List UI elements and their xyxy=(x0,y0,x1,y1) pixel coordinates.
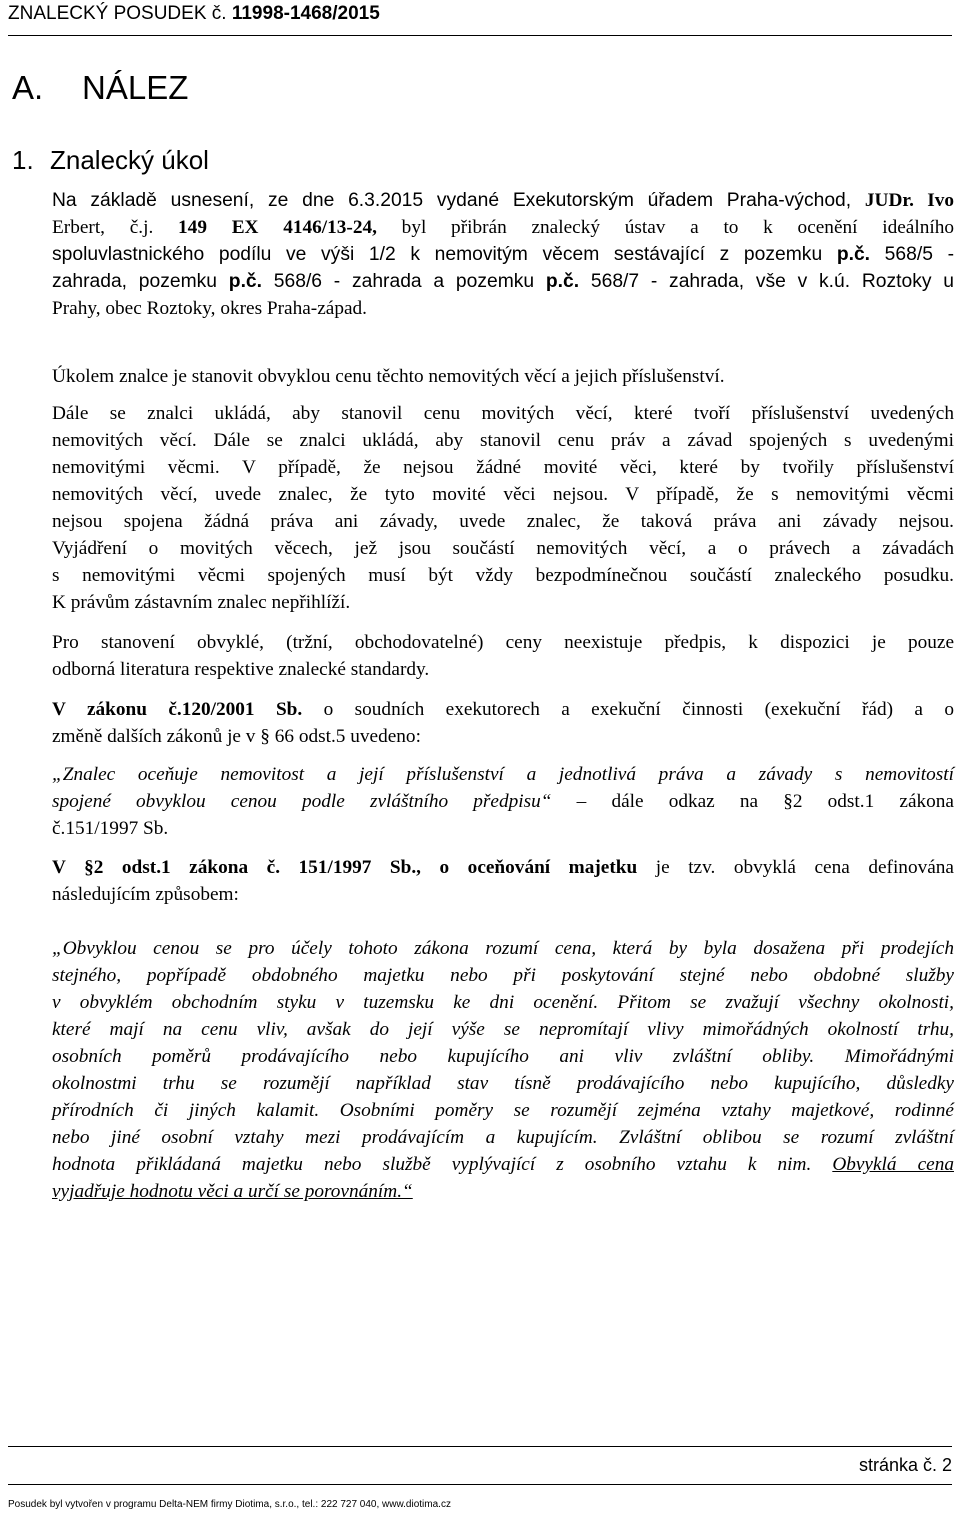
text-line xyxy=(52,268,954,295)
paragraph-duties xyxy=(52,400,954,616)
footer-note: Posudek byl vytvořen v programu Delta-NEM firmy Diotima, s.r.o., tel.: 222 727 040, www.diotima.cz xyxy=(8,1499,451,1510)
header-document-number: 11998-1468/2015 xyxy=(231,3,380,24)
section-heading xyxy=(12,68,188,108)
text-line: odborná literatura respektive znalecké standardy. xyxy=(52,659,430,680)
text-line xyxy=(52,1124,954,1151)
text-run: – dále odkaz na §2 odst.1 zákona xyxy=(576,791,954,812)
text-line xyxy=(52,1151,954,1178)
text-run-italic: osobních poměrů prodávajícího nebo kupujícího ani vliv zvláštní obliby. Mimořádnými xyxy=(52,1046,954,1067)
text-run-italic: „Obvyklou cenou se pro účely tohoto zákona rozumí cena, která by byla dosažena při prodejích xyxy=(52,938,954,959)
text-run-italic: spojené obvyklou cenou podle zvláštního předpisu“ xyxy=(52,791,552,812)
text-line xyxy=(52,214,954,241)
paragraph-task xyxy=(52,363,954,390)
text-run: spoluvlastnického podílu ve výši 1/2 k nemovitým věcem sestávající z pozemku xyxy=(52,244,837,265)
text-run-underlined: Obvyklá cena xyxy=(832,1154,954,1175)
text-line: Dále se znalci ukládá, aby stanovil cenu movitých věcí, které tvoří příslušenství uvedených xyxy=(52,403,954,424)
text-line: č.151/1997 Sb. xyxy=(52,818,169,839)
text-line: Úkolem znalce je stanovit obvyklou cenu těchto nemovitých věcí a jejich příslušenství. xyxy=(52,366,725,387)
text-line: Pro stanovení obvyklé, (tržní, obchodovatelné) ceny neexistuje předpis, k dispozici je pouze xyxy=(52,632,954,653)
text-line xyxy=(52,962,954,989)
text-run: je tzv. obvyklá cena definována xyxy=(637,857,954,878)
text-line: Prahy, obec Roztoky, okres Praha-západ. xyxy=(52,298,367,319)
header-prefix: ZNALECKÝ POSUDEK č. xyxy=(8,3,232,24)
text-line xyxy=(52,241,954,268)
text-run-underlined: vyjadřuje hodnotu věci a určí se porovnáním.“ xyxy=(52,1181,413,1202)
header-rule xyxy=(8,35,952,36)
text-line xyxy=(52,187,954,214)
footer-rule xyxy=(8,1446,952,1447)
text-run: 568/7 - zahrada, vše v k.ú. Roztoky u xyxy=(579,271,954,292)
text-run-bold: p.č. xyxy=(228,271,263,292)
text-line: následujícím způsobem: xyxy=(52,884,239,905)
text-line: K právům zástavním znalec nepřihlíží. xyxy=(52,592,351,613)
text-line xyxy=(52,854,954,881)
text-line xyxy=(52,1070,954,1097)
text-line xyxy=(52,788,954,815)
text-line xyxy=(52,761,954,788)
text-line: nemovitých věcí. Dále se znalci ukládá, aby stanovil cenu práv a závad spojených s uvedenými xyxy=(52,430,954,451)
text-run-italic: přírodních či jiných kalamit. Osobními poměry se rozumějí zejména vztahy majetkové, rodinné xyxy=(52,1100,954,1121)
text-line xyxy=(52,1178,954,1205)
paragraph-definition-quote xyxy=(52,935,954,1205)
text-run: Na základě usnesení, ze dne 6.3.2015 vydané Exekutorským úřadem Praha-východ, xyxy=(52,190,865,211)
paragraph-assignment xyxy=(52,187,954,322)
subsection-number: 1. xyxy=(12,145,34,175)
document-header xyxy=(8,2,380,26)
text-run-bold: p.č. xyxy=(836,244,871,265)
paragraph-definition-intro xyxy=(52,854,954,908)
section-number: A. xyxy=(12,69,44,106)
paragraph-law-quote xyxy=(52,761,954,842)
text-line xyxy=(52,989,954,1016)
text-run: zahrada, pozemku xyxy=(52,271,229,292)
text-run: Erbert, č.j. xyxy=(52,217,179,238)
text-line: s nemovitými věcmi spojených musí být vždy bezpodmínečnou součástí znaleckého posudku. xyxy=(52,565,954,586)
text-run: 568/5 - xyxy=(870,244,954,265)
text-line xyxy=(52,1043,954,1070)
text-run-italic: stejného, popřípadě obdobného majetku nebo při poskytování stejné nebo obdobné služby xyxy=(52,965,954,986)
subsection-heading xyxy=(12,143,209,177)
text-run-bold: p.č. xyxy=(545,271,580,292)
text-run: 568/6 - zahrada a pozemku xyxy=(262,271,546,292)
text-run-italic: „Znalec oceňuje nemovitost a její příslušenství a jednotlivá práva a závady s nemovitostí xyxy=(52,764,954,785)
text-run-bold: 149 EX 4146/13-24, xyxy=(178,217,377,238)
subsection-title: Znalecký úkol xyxy=(50,145,209,175)
text-line: nemovitými věcmi. V případě, že nejsou žádné movité věci, které by tvořily příslušenství xyxy=(52,457,954,478)
text-run-italic: hodnota přikládaná majetku nebo službě vyplývající z osobního vztahu k nim. xyxy=(52,1154,833,1175)
text-run: o soudních exekutorech a exekuční činnosti (exekuční řád) a o xyxy=(302,699,954,720)
text-line: nejsou spojena žádná práva ani závady, uvede znalec, že taková práva ani závady nejsou. xyxy=(52,511,954,532)
text-line: změně dalších zákonů je v § 66 odst.5 uvedeno: xyxy=(52,726,421,747)
text-run-italic: které mají na cenu vliv, avšak do její výše se nepromítají vlivy mimořádných okolností trhu, xyxy=(52,1019,954,1040)
footer-rule-bottom xyxy=(8,1484,952,1485)
paragraph-standards xyxy=(52,629,954,683)
paragraph-law-reference xyxy=(52,696,954,750)
text-line xyxy=(52,1097,954,1124)
text-line xyxy=(52,696,954,723)
text-line xyxy=(52,1016,954,1043)
text-run-italic: nebo jiné osobní vztahy mezi prodávajícím a kupujícím. Zvláštní oblibou se rozumí zvláštní xyxy=(52,1127,954,1148)
text-run: byl přibrán znalecký ústav a to k ocenění ideálního xyxy=(376,217,954,238)
text-line xyxy=(52,935,954,962)
text-line: nemovitých věcí, uvede znalec, že tyto movité věci nejsou. V případě, že s nemovitými věcmi xyxy=(52,484,954,505)
text-run-bold: V zákonu č.120/2001 Sb. xyxy=(52,699,303,720)
text-run-italic: okolnostmi trhu se rozumějí například stav tísně prodávajícího nebo kupujícího, důsledky xyxy=(52,1073,954,1094)
text-run-bold: JUDr. Ivo xyxy=(864,190,954,211)
page-number: stránka č. 2 xyxy=(858,1455,952,1475)
text-run-bold: V §2 odst.1 zákona č. 151/1997 Sb., o oceňování majetku xyxy=(52,857,638,878)
text-line: Vyjádření o movitých věcech, jež jsou součástí nemovitých věcí, a o právech a závadách xyxy=(52,538,954,559)
section-title: NÁLEZ xyxy=(82,69,189,106)
text-run-italic: v obvyklém obchodním styku v tuzemsku ke dni ocenění. Přitom se zvažují všechny okolnosti, xyxy=(52,992,954,1013)
